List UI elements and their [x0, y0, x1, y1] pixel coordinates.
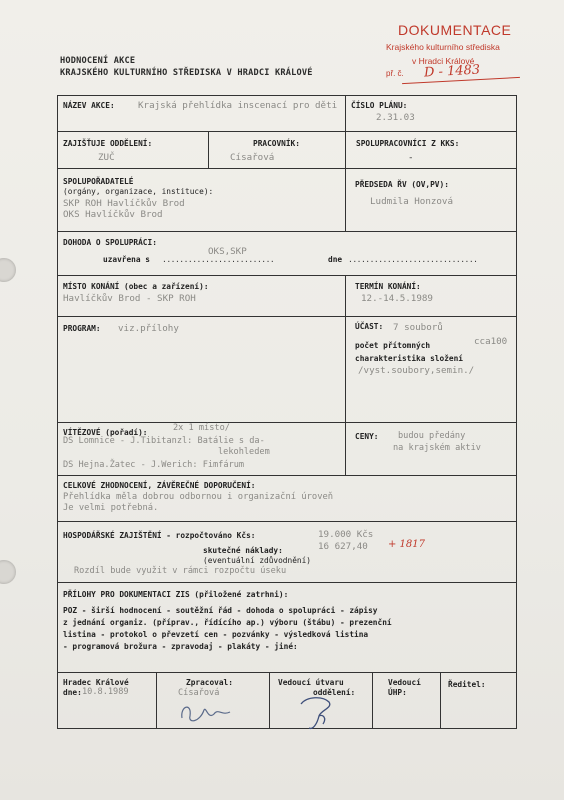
collaborators-value: - — [408, 152, 414, 163]
director-label: Ředitel: — [448, 680, 486, 689]
event-name-value: Krajská přehlídka inscenací pro děti — [138, 100, 338, 111]
date-value: 12.-14.5.1989 — [361, 293, 433, 304]
agreement-label: DOHODA O SPOLUPRÁCI: — [63, 238, 157, 247]
form-divider — [345, 422, 346, 475]
prepared-by-label: Zpracoval: — [186, 678, 233, 687]
punch-hole — [0, 560, 16, 584]
attendance-value: 7 souborů — [393, 322, 443, 333]
place-label: Hradec Králové — [63, 678, 129, 687]
agreement-dots: .......................... — [162, 255, 275, 264]
attachments-label: PŘÍLOHY PRO DOKUMENTACI ZIS (přiložené zatrhni): — [63, 590, 289, 599]
preparer-signature — [178, 696, 238, 726]
uhp-head-sublabel: ÚHP: — [388, 688, 407, 697]
dept-head-signature — [293, 694, 343, 732]
venue-value: Havlíčkův Brod - SKP ROH — [63, 293, 196, 304]
attachments-line-1: POZ - širší hodnocení - soutěžní řád - dohoda o spolupráci - zápisy — [63, 606, 378, 615]
agreement-partner-value: OKS,SKP — [208, 246, 247, 257]
dept-head-label: Vedoucí útvaru — [278, 678, 344, 687]
header-line-2: KRAJSKÉHO KULTURNÍHO STŘEDISKA V HRADCI KRÁLOVÉ — [60, 68, 313, 78]
form-divider — [58, 131, 516, 132]
form-divider — [58, 422, 516, 423]
form-divider — [345, 168, 346, 231]
composition-label: charakteristika složení — [355, 354, 463, 363]
plan-number-label: ČÍSLO PLÁNU: — [351, 101, 408, 110]
winners-line-3: lekohledem — [218, 447, 270, 457]
prizes-value-2: na krajském aktiv — [393, 443, 481, 453]
justification-value: Rozdíl bude využit v rámci rozpočtu úseku — [74, 566, 287, 576]
program-label: PROGRAM: — [63, 324, 101, 333]
stamp-title: DOKUMENTACE — [398, 22, 512, 38]
document-header — [60, 55, 313, 79]
prepared-by-value: Císařová — [178, 688, 220, 698]
form-divider — [345, 96, 346, 131]
prizes-label: CENY: — [355, 432, 379, 441]
worker-label: PRACOVNÍK: — [253, 139, 300, 148]
winners-label: VÍTĚZOVÉ (pořadí): — [63, 428, 148, 437]
collaborators-label: SPOLUPRACOVNÍCI Z KKS: — [356, 139, 460, 148]
co-organizers-sublabel: (orgány, organizace, instituce): — [63, 187, 214, 196]
co-organizers-label: SPOLUPOŘADATELÉ — [63, 177, 134, 186]
form-divider — [345, 316, 346, 422]
chairman-label: PŘEDSEDA ŘV (OV,PV): — [355, 180, 449, 189]
budget-label: HOSPODÁŘSKÉ ZAJIŠTĚNÍ - rozpočtováno Kčs: — [63, 531, 256, 540]
winners-line-4: DS Hejna.Žatec - J.Werich: Fimfárum — [63, 460, 245, 470]
prizes-value-1: budou předány — [398, 431, 466, 441]
department-value: ZUČ — [98, 152, 115, 163]
agreement-concluded-label: uzavřena s — [103, 255, 150, 264]
attendance-label: ÚČAST: — [355, 322, 384, 331]
form-divider — [58, 231, 516, 232]
overall-evaluation-line-1: Přehlídka měla dobrou odbornou i organizační úroveň — [63, 492, 334, 502]
agreement-date-dots: .............................. — [348, 255, 478, 264]
stamp-number-value: D - 1483 — [423, 62, 481, 81]
form-divider — [372, 672, 373, 728]
attachments-line-2: z jednání organiz. (příprav., řídícího ap.) výboru (štábu) - prezenční — [63, 618, 392, 627]
event-name-label: NÁZEV AKCE: — [63, 101, 115, 110]
form-divider — [208, 131, 209, 168]
form-divider — [345, 131, 346, 168]
attendees-value: cca100 — [474, 336, 508, 347]
date-label: TERMÍN KONÁNÍ: — [355, 282, 421, 291]
punch-hole — [0, 258, 16, 282]
form-divider — [58, 168, 516, 169]
actual-costs-label: skutečné náklady: — [203, 546, 283, 555]
form-divider — [345, 275, 346, 316]
form-divider — [440, 672, 441, 728]
co-organizer-2: OKS Havlíčkův Brod — [63, 209, 163, 220]
composition-value: /vyst.soubory,semin./ — [358, 365, 475, 376]
venue-label: MÍSTO KONÁNÍ (obec a zařízení): — [63, 282, 209, 291]
justification-label: (eventuální zdůvodnění) — [203, 556, 311, 565]
dept-head-sublabel: oddělení: — [313, 688, 356, 697]
place-date-label: dne: — [63, 688, 82, 697]
form-divider — [58, 275, 516, 276]
evaluation-form — [57, 95, 517, 729]
form-divider — [269, 672, 270, 728]
form-divider — [58, 475, 516, 476]
attendees-label: počet přítomných — [355, 341, 431, 350]
program-value: viz.přílohy — [118, 323, 179, 334]
department-label: ZAJIŠŤUJE ODDĚLENÍ: — [63, 139, 153, 148]
agreement-date-label: dne — [328, 255, 343, 264]
stamp-number-label: př. č. — [386, 69, 404, 78]
form-divider — [58, 521, 516, 522]
overall-evaluation-label: CELKOVÉ ZHODNOCENÍ, ZÁVĚREČNÉ DOPORUČENÍ: — [63, 481, 256, 490]
stamp-line-2: v Hradci Králové — [412, 56, 475, 66]
form-divider — [156, 672, 157, 728]
actual-costs-handwritten: + 1817 — [388, 539, 426, 550]
uhp-head-label: Vedoucí — [388, 678, 421, 687]
stamp-line-1: Krajského kulturního střediska — [386, 42, 500, 52]
winners-line-1: 2x 1 místo/ — [173, 423, 230, 433]
place-date-value: 10.8.1989 — [82, 687, 129, 697]
attachments-line-3: listina - protokol o převzetí cen - pozvánky - výsledková listina — [63, 630, 369, 639]
chairman-value: Ludmila Honzová — [370, 196, 453, 207]
worker-value: Císařová — [230, 152, 275, 163]
overall-evaluation-line-2: Je velmi potřebná. — [63, 503, 159, 513]
form-divider — [58, 582, 516, 583]
budget-value: 19.000 Kčs — [318, 529, 374, 540]
form-divider — [58, 316, 516, 317]
form-divider — [58, 672, 516, 673]
actual-costs-value: 16 627,40 — [318, 541, 368, 552]
plan-number-value: 2.31.03 — [376, 112, 415, 123]
winners-line-2: DS Lomnice - J.Tibitanzl: Batálie s da- — [63, 436, 265, 446]
attachments-line-4: - programová brožura - zpravodaj - plakáty - jiné: — [63, 642, 298, 651]
co-organizer-1: SKP ROH Havlíčkův Brod — [63, 198, 185, 209]
header-line-1: HODNOCENÍ AKCE — [60, 56, 136, 66]
